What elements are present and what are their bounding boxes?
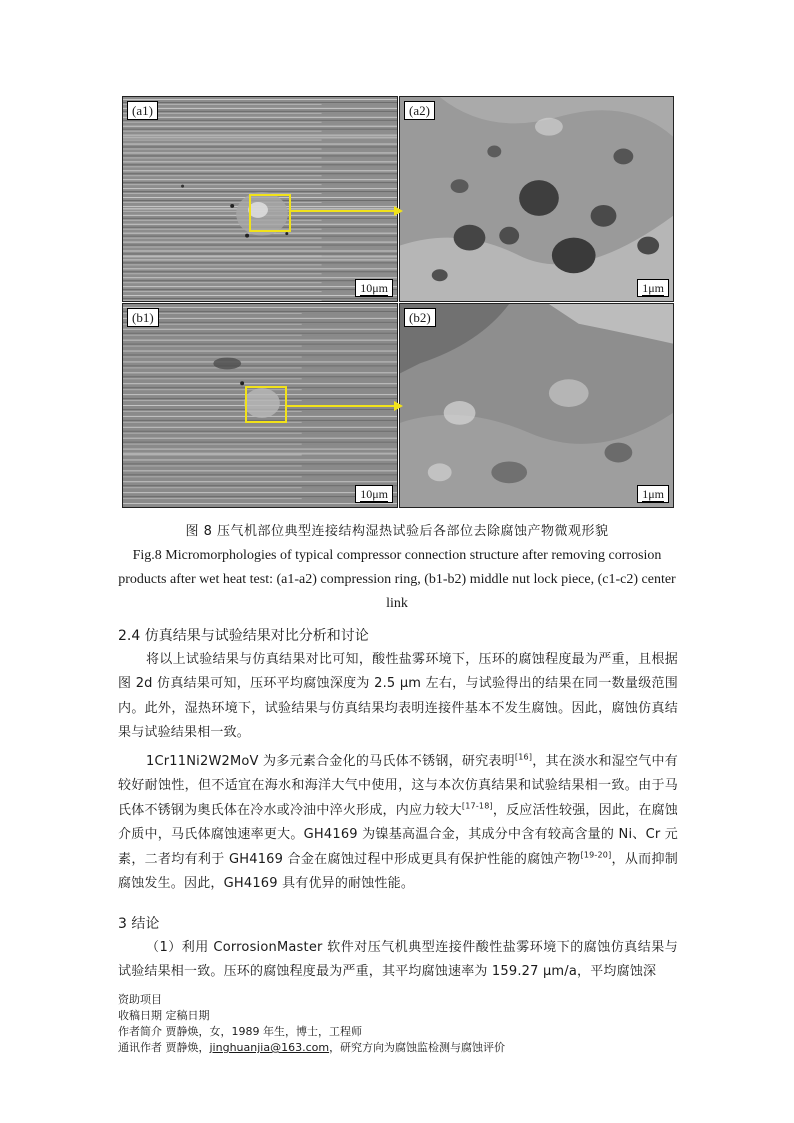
panel-a2: [399, 96, 674, 302]
panel-b2: [399, 303, 674, 508]
figure-caption-cn: 图 8 压气机部位典型连接结构湿热试验后各部位去除腐蚀产物微观形貌: [185, 524, 609, 539]
panel-label: (b1): [127, 308, 159, 327]
panel-label: (b2): [404, 308, 436, 327]
footnote-dates: 收稿日期 定稿日期: [118, 1009, 210, 1022]
paragraph-3-1: （1）利用 CorrosionMaster 软件对压气机典型连接件酸性盐雾环境下的腐蚀仿真结果与试验结果相一致。压环的腐蚀程度最为严重，其平均腐蚀速率为 159.27 μm/a，平均腐蚀深: [118, 940, 678, 980]
figure-caption-en: Fig.8 Micromorphologies of typical compressor connection structure after removing corrosion products after wet heat test: (a1-a2) compression ring, (b1-b2) middle nut lock piece, (c1-c2) center link: [118, 548, 676, 611]
sem-image-a2: [400, 97, 673, 301]
footnote-funding: 资助项目: [118, 993, 162, 1006]
section-heading-2-4: 2.4 仿真结果与试验结果对比分析和讨论: [118, 628, 369, 644]
highlight-box: [245, 386, 287, 423]
panel-b1: [122, 303, 398, 508]
sem-image-b2: [400, 304, 673, 507]
paragraph-2-4-2: 1Cr11Ni2W2MoV 为多元素合金化的马氏体不锈钢，研究表明[16]，其在淡水和湿空气中有较好耐蚀性，但不适宜在海水和海洋大气中使用，这与本次仿真结果和试验结果相一致。由于马氏体不锈钢为奥氏体在冷水或冷油中淬火形成，内应力较大[17-18]，反应活性较强，因此，在腐蚀介质中，马氏体腐蚀速率更大。GH4169 为镍基高温合金，其成分中含有较高含量的 Ni、Cr 元素，二者均有利于 GH4169 合金在腐蚀过程中形成更具有保护性能的腐蚀产物[19-20]，从而抑制腐蚀发生。因此，GH4169 具有优异的耐蚀性能。: [118, 752, 678, 892]
paragraph-2-4-1: 将以上试验结果与仿真结果对比可知，酸性盐雾环境下，压环的腐蚀程度最为严重，且根据图 2d 仿真结果可知，压环平均腐蚀深度为 2.5 μm 左右，与试验得出的结果在同一数量级范围内。此外，湿热环境下，试验结果与仿真结果均表明连接件基本不发生腐蚀。因此，腐蚀仿真结果与试验结果相一致。: [118, 652, 678, 741]
panel-label: (a2): [404, 101, 435, 120]
footnote-author: 作者简介 贾静焕，女，1989 年生，博士，工程师: [118, 1025, 362, 1038]
scale-bar: 1μm: [637, 485, 669, 503]
email-link[interactable]: jinghuanjia@163.com: [209, 1041, 330, 1054]
figure-8: [122, 96, 674, 508]
scale-bar: 10μm: [355, 279, 393, 297]
scale-bar: 1μm: [637, 279, 669, 297]
highlight-box: [249, 194, 291, 232]
panel-a1: [122, 96, 398, 302]
panel-label: (a1): [127, 101, 158, 120]
footnote-correspondence: 通讯作者 贾静焕，jinghuanjia@163.com，研究方向为腐蚀监检测与腐蚀评价: [118, 1041, 506, 1054]
scale-bar: 10μm: [355, 485, 393, 503]
footnote: [118, 992, 678, 1056]
section-heading-3: 3 结论: [118, 916, 160, 932]
